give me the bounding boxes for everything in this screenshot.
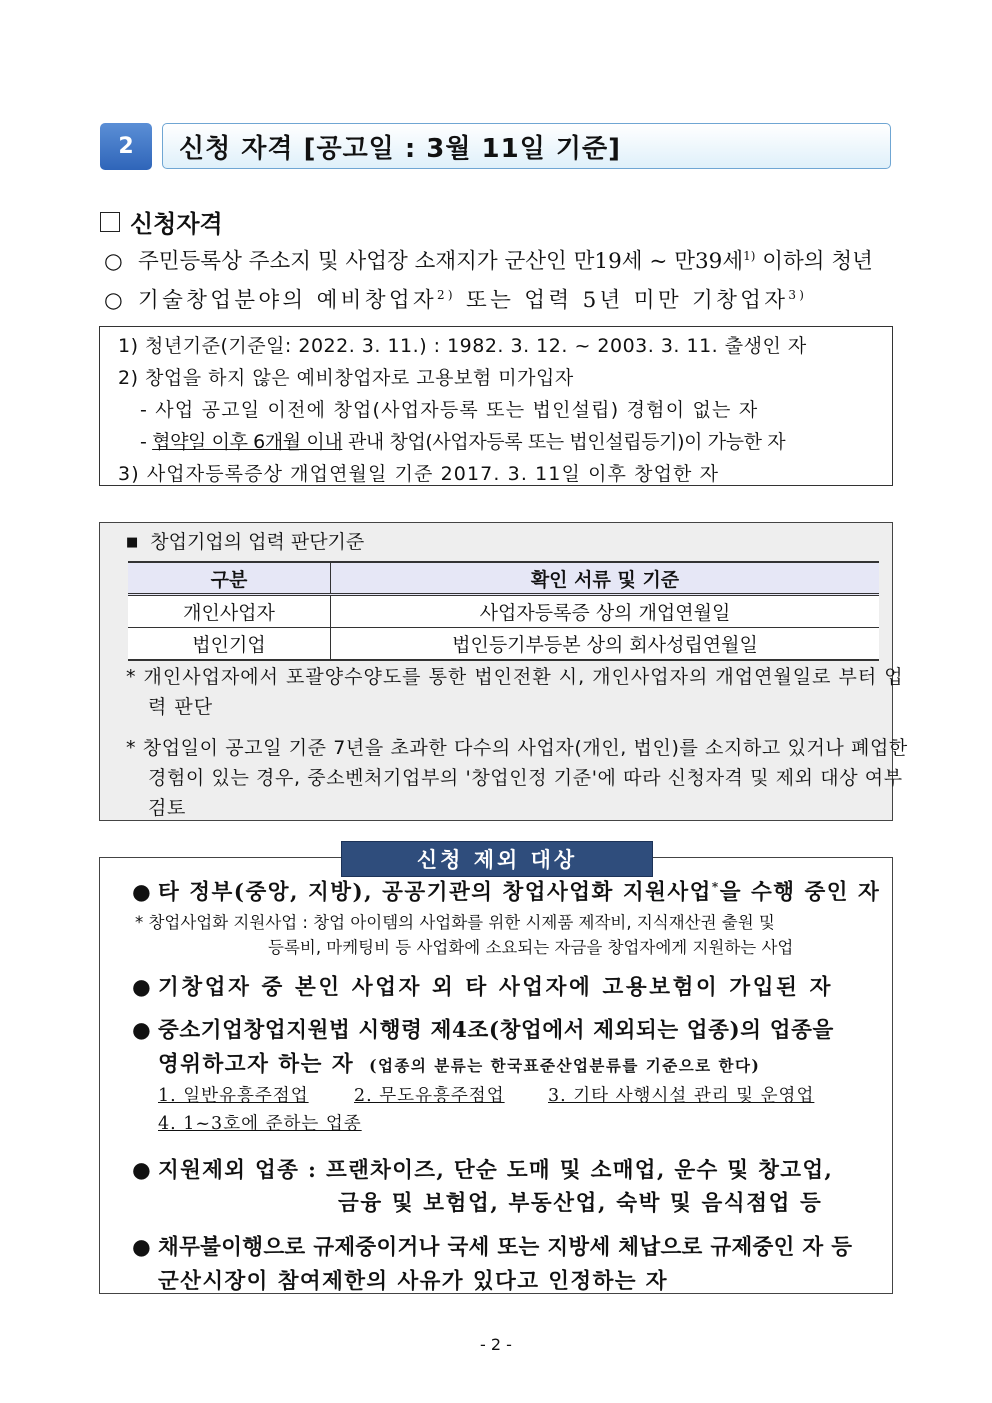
exclusion-item-3-line-1: 중소기업창업지원법 시행령 제4조(창업에서 제외되는 업종)의 업종을: [158, 1018, 834, 1043]
exclusion-item-1-text: 타 정부(중앙, 지방), 공공기관의 창업사업화 지원사업: [158, 880, 712, 905]
footnote-2-sub-2-rest: 관내 창업(사업자등록 또는 법인설립등기)이 가능한 자: [342, 431, 786, 453]
circle-bullet-icon: ○: [104, 288, 127, 313]
industry-1: 1. 일반유흥주점업: [158, 1086, 309, 1106]
exclusion-item-3-line-2: [158, 1047, 760, 1078]
bullet-dot-icon: ●: [132, 975, 154, 1000]
checkbox-icon: [100, 212, 120, 232]
bullet-dot-icon: ●: [132, 1018, 152, 1043]
footnote-2-sub-1: - 사업 공고일 이전에 창업(사업자등록 또는 법인설립) 경험이 없는 자: [140, 399, 759, 421]
table-row: [128, 595, 879, 628]
eligibility-item-1: [104, 244, 873, 275]
footnote-box: [99, 326, 893, 486]
square-bullet-icon: ■: [126, 535, 139, 550]
footnote-2: 2) 창업을 하지 않은 예비창업자로 고용보험 미가입자: [118, 367, 574, 389]
exclusion-item-1-tail: 을 수행 중인 자: [719, 880, 881, 905]
exclusion-tag: 신청 제외 대상: [341, 841, 653, 877]
table-header-cell: 구분: [128, 562, 331, 595]
criteria-note-1: * 개인사업자에서 포괄양수양도를 통한 법인전환 시, 개인사업자의 개업연월일로 부터 업력 판단: [126, 666, 904, 718]
eligibility-item-1-text: 주민등록상 주소지 및 사업장 소재지가 군산인 만19세 ~ 만39세: [138, 249, 744, 274]
table-header-row: [128, 562, 879, 595]
table-cell: 법인기업: [128, 628, 331, 661]
section-title-text: 신청 자격 [공고일 : 3월 11일 기준]: [179, 133, 622, 164]
section-number-badge: 2: [100, 123, 152, 170]
exclusion-item-1-note-line-2: 등록비, 마케팅비 등 사업화에 소요되는 자금을 창업자에게 지원하는 사업: [268, 938, 794, 957]
exclusion-item-2: [132, 970, 833, 1001]
exclusion-item-4: [132, 1153, 833, 1184]
footnote-3: 3) 사업자등록증상 개업연월일 기준 2017. 3. 11일 이후 창업한 자: [118, 463, 720, 485]
exclusion-item-3-note: (업종의 분류는 한국표준산업분류를 기준으로 한다): [369, 1056, 761, 1075]
table-cell: 법인등기부등본 상의 회사성립연월일: [331, 628, 880, 661]
eligibility-heading: [100, 204, 223, 239]
page-number: - 2 -: [480, 1335, 512, 1354]
eligibility-item-2-mid: 또는 업력 5년 미만 기창업자: [455, 288, 789, 313]
eligibility-heading-text: 신청자격: [130, 210, 223, 238]
footnote-ref: 1): [743, 248, 756, 263]
bullet-dot-icon: ●: [132, 880, 153, 905]
industry-4: 4. 1~3호에 준하는 업종: [158, 1114, 362, 1134]
exclusion-item-4-line-1: 지원제외 업종 : 프랜차이즈, 단순 도매 및 소매업, 운수 및 창고업,: [158, 1158, 834, 1183]
exclusion-item-2-text: 기창업자 중 본인 사업자 외 타 사업자에 고용보험이 가입된 자: [158, 975, 833, 1000]
exclusion-item-5-line-2: 군산시장이 참여제한의 사유가 있다고 인정하는 자: [158, 1269, 668, 1294]
eligibility-item-2-text: 기술창업분야의 예비창업자: [138, 288, 437, 313]
footnote-ref: 3): [788, 287, 808, 302]
eligibility-item-2: [104, 283, 807, 314]
table-row: [128, 628, 879, 661]
table-cell: 개인사업자: [128, 595, 331, 628]
industry-3: 3. 기타 사행시설 관리 및 운영업: [548, 1086, 815, 1106]
criteria-title: [126, 527, 364, 554]
exclusion-item-1: [132, 875, 880, 906]
dash-marker: -: [140, 431, 153, 453]
underlined-text: 협약일 이후 6개월 이내: [152, 431, 343, 453]
table-cell: 사업자등록증 상의 개업연월일: [331, 595, 880, 628]
bullet-dot-icon: ●: [132, 1235, 152, 1260]
circle-bullet-icon: ○: [104, 249, 123, 274]
criteria-box: [99, 522, 908, 821]
exclusion-item-5: [132, 1230, 852, 1261]
table-header-cell: 확인 서류 및 기준: [331, 562, 880, 595]
footnote-ref: *: [711, 879, 720, 894]
exclusion-item-1-note-line-1: * 창업사업화 지원사업 : 창업 아이템의 사업화를 위한 시제품 제작비, 지식재산권 출원 및: [135, 913, 775, 932]
exclusion-item-4-line-2: 금융 및 보험업, 부동산업, 숙박 및 음식점업 등: [338, 1191, 823, 1216]
eligibility-item-1-tail: 이하의 청년: [755, 249, 873, 274]
footnote-2-sub-2: [140, 427, 785, 454]
footnote-ref: 2): [436, 287, 456, 302]
exclusion-item-3-line-2-text: 영위하고자 하는 자: [158, 1052, 355, 1077]
section-title: [162, 123, 891, 169]
exclusion-item-3: [132, 1013, 834, 1044]
industry-2: 2. 무도유흥주점업: [354, 1086, 505, 1106]
criteria-title-text: 창업기업의 업력 판단기준: [150, 531, 365, 553]
exclusion-item-5-line-1: 채무불이행으로 규제중이거나 국세 또는 지방세 체납으로 규제중인 자 등: [158, 1235, 853, 1260]
criteria-note-2: * 창업일이 공고일 기준 7년을 초과한 다수의 사업자(개인, 법인)를 소지하고 있거나 폐업한 경험이 있는 경우, 중소벤처기업부의 '창업인정 기준'에 따라 신청자격 및 제외 대상 여부 검토: [126, 737, 908, 819]
footnote-1: 1) 청년기준(기준일: 2022. 3. 11.) : 1982. 3. 12. ~ 2003. 3. 11. 출생인 자: [118, 335, 807, 357]
bullet-dot-icon: ●: [132, 1158, 153, 1183]
criteria-table: [128, 561, 879, 661]
